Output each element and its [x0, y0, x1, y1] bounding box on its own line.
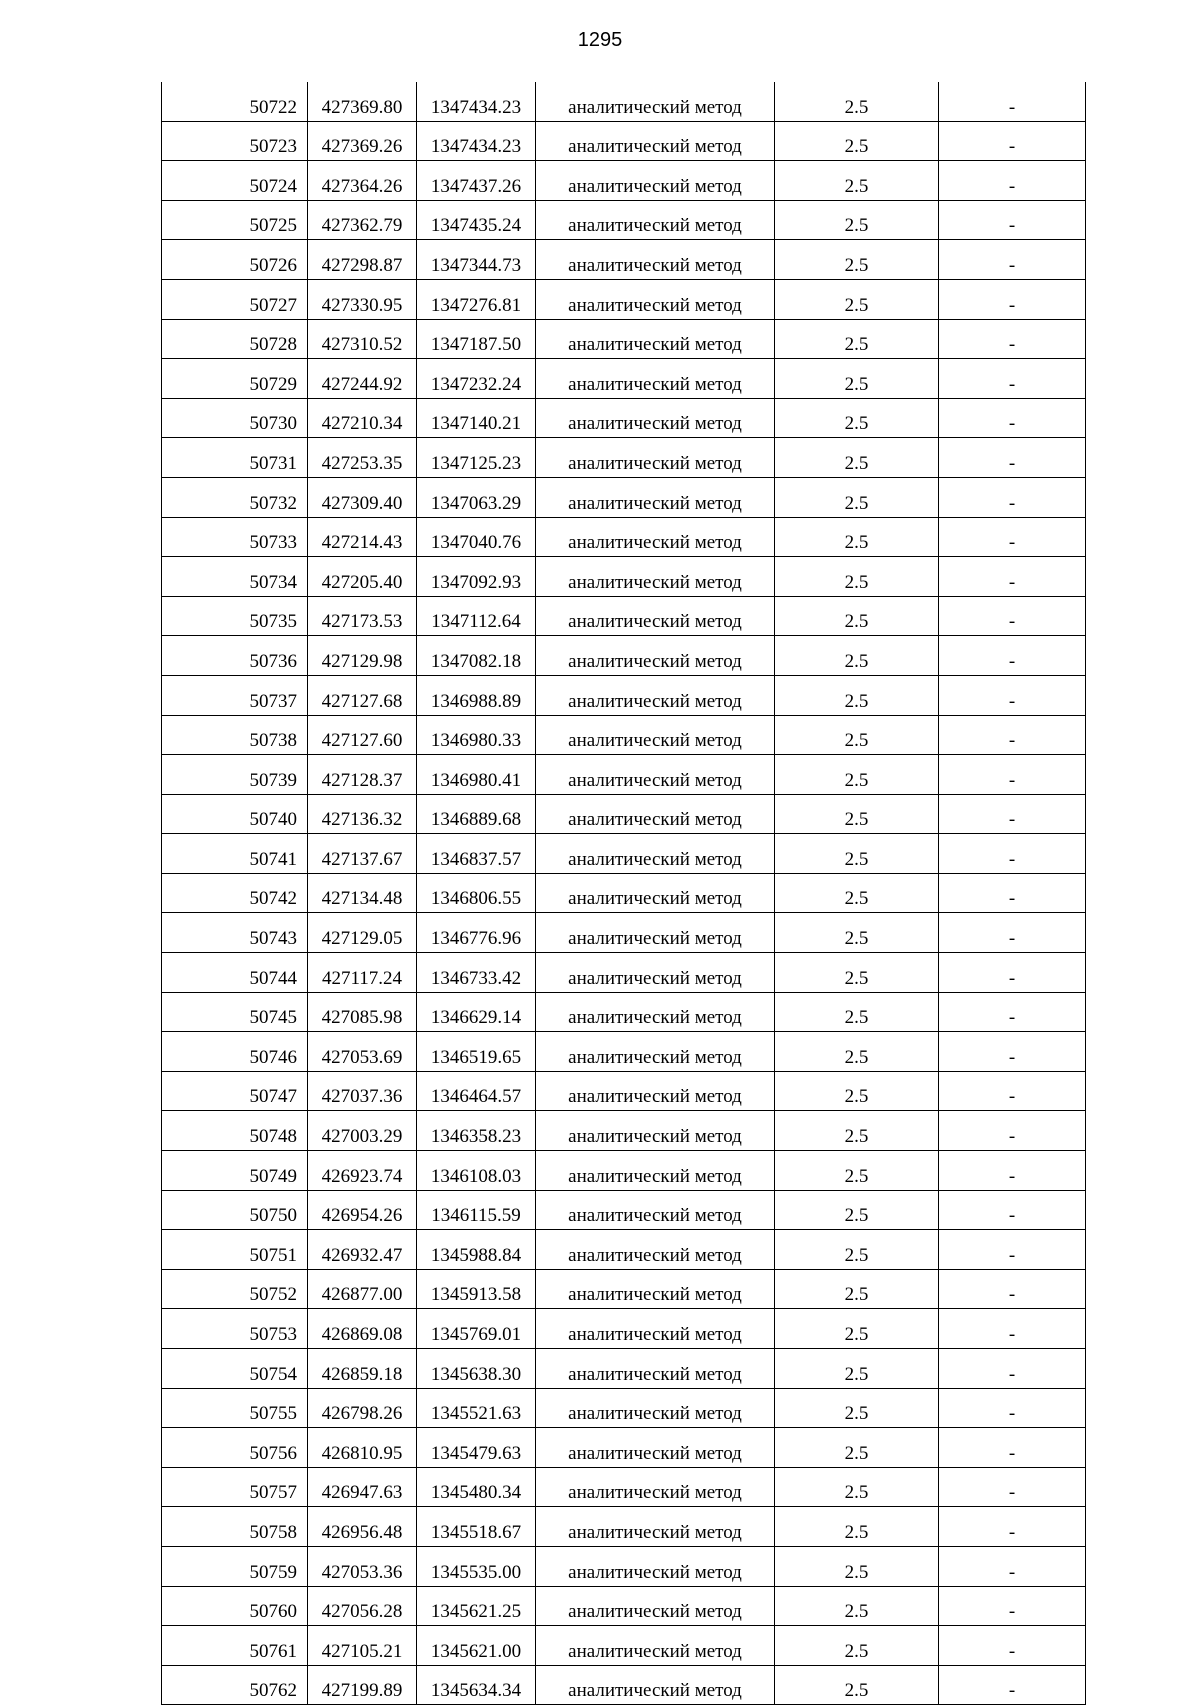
- note-cell: -: [939, 477, 1086, 517]
- note-cell: -: [939, 992, 1086, 1032]
- y-coordinate-cell: 1346889.68: [417, 794, 536, 834]
- precision-cell: 2.5: [775, 1586, 939, 1626]
- table-row: [162, 1032, 1086, 1072]
- method-cell: аналитический метод: [536, 438, 775, 478]
- table-row: [162, 755, 1086, 795]
- y-coordinate-cell: 1345769.01: [417, 1309, 536, 1349]
- table-row: [162, 1626, 1086, 1666]
- y-coordinate-cell: 1345480.34: [417, 1467, 536, 1507]
- point-number-cell: 50724: [162, 161, 308, 201]
- table-row: [162, 596, 1086, 636]
- precision-cell: 2.5: [775, 319, 939, 359]
- point-number-cell: 50746: [162, 1032, 308, 1072]
- y-coordinate-cell: 1345634.34: [417, 1665, 536, 1705]
- method-cell: аналитический метод: [536, 1586, 775, 1626]
- table-row: [162, 359, 1086, 399]
- y-coordinate-cell: 1345621.25: [417, 1586, 536, 1626]
- table-row: [162, 636, 1086, 676]
- point-number-cell: 50728: [162, 319, 308, 359]
- point-number-cell: 50725: [162, 200, 308, 240]
- point-number-cell: 50742: [162, 873, 308, 913]
- table-row: [162, 557, 1086, 597]
- x-coordinate-cell: 427214.43: [308, 517, 417, 557]
- note-cell: -: [939, 873, 1086, 913]
- table-row: [162, 1428, 1086, 1468]
- method-cell: аналитический метод: [536, 1032, 775, 1072]
- table-row: [162, 477, 1086, 517]
- x-coordinate-cell: 427309.40: [308, 477, 417, 517]
- point-number-cell: 50748: [162, 1111, 308, 1151]
- x-coordinate-cell: 426810.95: [308, 1428, 417, 1468]
- table-row: [162, 1349, 1086, 1389]
- precision-cell: 2.5: [775, 1467, 939, 1507]
- x-coordinate-cell: 427136.32: [308, 794, 417, 834]
- method-cell: аналитический метод: [536, 1309, 775, 1349]
- table-row: [162, 1269, 1086, 1309]
- note-cell: -: [939, 1269, 1086, 1309]
- note-cell: -: [939, 82, 1086, 121]
- note-cell: -: [939, 755, 1086, 795]
- note-cell: -: [939, 1151, 1086, 1191]
- table-row: [162, 1388, 1086, 1428]
- note-cell: -: [939, 161, 1086, 201]
- note-cell: -: [939, 715, 1086, 755]
- x-coordinate-cell: 427105.21: [308, 1626, 417, 1666]
- precision-cell: 2.5: [775, 1309, 939, 1349]
- note-cell: -: [939, 279, 1086, 319]
- precision-cell: 2.5: [775, 755, 939, 795]
- method-cell: аналитический метод: [536, 636, 775, 676]
- point-number-cell: 50744: [162, 953, 308, 993]
- point-number-cell: 50722: [162, 82, 308, 121]
- point-number-cell: 50740: [162, 794, 308, 834]
- note-cell: -: [939, 1349, 1086, 1389]
- y-coordinate-cell: 1347437.26: [417, 161, 536, 201]
- point-number-cell: 50750: [162, 1190, 308, 1230]
- method-cell: аналитический метод: [536, 1071, 775, 1111]
- y-coordinate-cell: 1347092.93: [417, 557, 536, 597]
- x-coordinate-cell: 427330.95: [308, 279, 417, 319]
- table-row: [162, 1665, 1086, 1705]
- y-coordinate-cell: 1345535.00: [417, 1546, 536, 1586]
- x-coordinate-cell: 427053.36: [308, 1546, 417, 1586]
- y-coordinate-cell: 1346108.03: [417, 1151, 536, 1191]
- x-coordinate-cell: 426932.47: [308, 1230, 417, 1270]
- precision-cell: 2.5: [775, 200, 939, 240]
- point-number-cell: 50751: [162, 1230, 308, 1270]
- method-cell: аналитический метод: [536, 398, 775, 438]
- method-cell: аналитический метод: [536, 755, 775, 795]
- method-cell: аналитический метод: [536, 1428, 775, 1468]
- method-cell: аналитический метод: [536, 1349, 775, 1389]
- method-cell: аналитический метод: [536, 200, 775, 240]
- y-coordinate-cell: 1346464.57: [417, 1071, 536, 1111]
- table-row: [162, 913, 1086, 953]
- point-number-cell: 50730: [162, 398, 308, 438]
- precision-cell: 2.5: [775, 873, 939, 913]
- precision-cell: 2.5: [775, 398, 939, 438]
- note-cell: -: [939, 1546, 1086, 1586]
- method-cell: аналитический метод: [536, 477, 775, 517]
- table-row: [162, 873, 1086, 913]
- note-cell: -: [939, 200, 1086, 240]
- table-row: [162, 1467, 1086, 1507]
- precision-cell: 2.5: [775, 675, 939, 715]
- note-cell: -: [939, 398, 1086, 438]
- table-row: [162, 438, 1086, 478]
- method-cell: аналитический метод: [536, 1230, 775, 1270]
- method-cell: аналитический метод: [536, 82, 775, 121]
- method-cell: аналитический метод: [536, 121, 775, 161]
- point-number-cell: 50732: [162, 477, 308, 517]
- note-cell: -: [939, 596, 1086, 636]
- method-cell: аналитический метод: [536, 1269, 775, 1309]
- point-number-cell: 50738: [162, 715, 308, 755]
- table-row: [162, 1230, 1086, 1270]
- x-coordinate-cell: 427205.40: [308, 557, 417, 597]
- note-cell: -: [939, 1190, 1086, 1230]
- table-row: [162, 1071, 1086, 1111]
- precision-cell: 2.5: [775, 359, 939, 399]
- y-coordinate-cell: 1345521.63: [417, 1388, 536, 1428]
- method-cell: аналитический метод: [536, 913, 775, 953]
- method-cell: аналитический метод: [536, 557, 775, 597]
- precision-cell: 2.5: [775, 992, 939, 1032]
- method-cell: аналитический метод: [536, 319, 775, 359]
- note-cell: -: [939, 953, 1086, 993]
- table-row: [162, 675, 1086, 715]
- x-coordinate-cell: 427128.37: [308, 755, 417, 795]
- y-coordinate-cell: 1347435.24: [417, 200, 536, 240]
- x-coordinate-cell: 427129.98: [308, 636, 417, 676]
- point-number-cell: 50734: [162, 557, 308, 597]
- table-row: [162, 715, 1086, 755]
- table-row: [162, 161, 1086, 201]
- point-number-cell: 50756: [162, 1428, 308, 1468]
- point-number-cell: 50755: [162, 1388, 308, 1428]
- table-row: [162, 1309, 1086, 1349]
- y-coordinate-cell: 1345621.00: [417, 1626, 536, 1666]
- x-coordinate-cell: 427127.68: [308, 675, 417, 715]
- table-row: [162, 794, 1086, 834]
- precision-cell: 2.5: [775, 1546, 939, 1586]
- note-cell: -: [939, 359, 1086, 399]
- precision-cell: 2.5: [775, 438, 939, 478]
- y-coordinate-cell: 1346733.42: [417, 953, 536, 993]
- note-cell: -: [939, 1032, 1086, 1072]
- x-coordinate-cell: 427362.79: [308, 200, 417, 240]
- note-cell: -: [939, 438, 1086, 478]
- method-cell: аналитический метод: [536, 1388, 775, 1428]
- method-cell: аналитический метод: [536, 1467, 775, 1507]
- y-coordinate-cell: 1347434.23: [417, 82, 536, 121]
- x-coordinate-cell: 427369.80: [308, 82, 417, 121]
- point-number-cell: 50762: [162, 1665, 308, 1705]
- method-cell: аналитический метод: [536, 596, 775, 636]
- y-coordinate-cell: 1346358.23: [417, 1111, 536, 1151]
- precision-cell: 2.5: [775, 1349, 939, 1389]
- coordinates-table: [161, 82, 1086, 1705]
- page-number: 1295: [577, 29, 623, 51]
- table-row: [162, 398, 1086, 438]
- method-cell: аналитический метод: [536, 1111, 775, 1151]
- x-coordinate-cell: 427244.92: [308, 359, 417, 399]
- y-coordinate-cell: 1345913.58: [417, 1269, 536, 1309]
- note-cell: -: [939, 913, 1086, 953]
- table-body: [162, 82, 1086, 1705]
- y-coordinate-cell: 1347140.21: [417, 398, 536, 438]
- y-coordinate-cell: 1346837.57: [417, 834, 536, 874]
- precision-cell: 2.5: [775, 596, 939, 636]
- note-cell: -: [939, 675, 1086, 715]
- table-row: [162, 279, 1086, 319]
- note-cell: -: [939, 794, 1086, 834]
- precision-cell: 2.5: [775, 240, 939, 280]
- x-coordinate-cell: 427364.26: [308, 161, 417, 201]
- point-number-cell: 50760: [162, 1586, 308, 1626]
- table-row: [162, 834, 1086, 874]
- method-cell: аналитический метод: [536, 161, 775, 201]
- precision-cell: 2.5: [775, 1507, 939, 1547]
- table-row: [162, 517, 1086, 557]
- method-cell: аналитический метод: [536, 675, 775, 715]
- point-number-cell: 50743: [162, 913, 308, 953]
- y-coordinate-cell: 1346776.96: [417, 913, 536, 953]
- y-coordinate-cell: 1345638.30: [417, 1349, 536, 1389]
- x-coordinate-cell: 427173.53: [308, 596, 417, 636]
- point-number-cell: 50737: [162, 675, 308, 715]
- point-number-cell: 50752: [162, 1269, 308, 1309]
- point-number-cell: 50735: [162, 596, 308, 636]
- table-row: [162, 200, 1086, 240]
- precision-cell: 2.5: [775, 1428, 939, 1468]
- x-coordinate-cell: 426956.48: [308, 1507, 417, 1547]
- point-number-cell: 50749: [162, 1151, 308, 1191]
- x-coordinate-cell: 427298.87: [308, 240, 417, 280]
- precision-cell: 2.5: [775, 1626, 939, 1666]
- y-coordinate-cell: 1347112.64: [417, 596, 536, 636]
- note-cell: -: [939, 1230, 1086, 1270]
- x-coordinate-cell: 427210.34: [308, 398, 417, 438]
- point-number-cell: 50726: [162, 240, 308, 280]
- precision-cell: 2.5: [775, 82, 939, 121]
- x-coordinate-cell: 427003.29: [308, 1111, 417, 1151]
- x-coordinate-cell: 427369.26: [308, 121, 417, 161]
- y-coordinate-cell: 1347082.18: [417, 636, 536, 676]
- precision-cell: 2.5: [775, 715, 939, 755]
- precision-cell: 2.5: [775, 953, 939, 993]
- note-cell: -: [939, 121, 1086, 161]
- note-cell: -: [939, 1428, 1086, 1468]
- method-cell: аналитический метод: [536, 1151, 775, 1191]
- method-cell: аналитический метод: [536, 873, 775, 913]
- x-coordinate-cell: 426877.00: [308, 1269, 417, 1309]
- x-coordinate-cell: 427117.24: [308, 953, 417, 993]
- note-cell: -: [939, 557, 1086, 597]
- x-coordinate-cell: 427085.98: [308, 992, 417, 1032]
- note-cell: -: [939, 1665, 1086, 1705]
- precision-cell: 2.5: [775, 1190, 939, 1230]
- method-cell: аналитический метод: [536, 1546, 775, 1586]
- precision-cell: 2.5: [775, 517, 939, 557]
- precision-cell: 2.5: [775, 794, 939, 834]
- note-cell: -: [939, 319, 1086, 359]
- x-coordinate-cell: 427134.48: [308, 873, 417, 913]
- method-cell: аналитический метод: [536, 1507, 775, 1547]
- table-row: [162, 1151, 1086, 1191]
- point-number-cell: 50741: [162, 834, 308, 874]
- x-coordinate-cell: 426954.26: [308, 1190, 417, 1230]
- point-number-cell: 50761: [162, 1626, 308, 1666]
- y-coordinate-cell: 1345518.67: [417, 1507, 536, 1547]
- precision-cell: 2.5: [775, 1269, 939, 1309]
- precision-cell: 2.5: [775, 636, 939, 676]
- table-row: [162, 1190, 1086, 1230]
- precision-cell: 2.5: [775, 913, 939, 953]
- point-number-cell: 50736: [162, 636, 308, 676]
- method-cell: аналитический метод: [536, 992, 775, 1032]
- note-cell: -: [939, 1467, 1086, 1507]
- precision-cell: 2.5: [775, 557, 939, 597]
- method-cell: аналитический метод: [536, 279, 775, 319]
- note-cell: -: [939, 1111, 1086, 1151]
- point-number-cell: 50731: [162, 438, 308, 478]
- note-cell: -: [939, 1507, 1086, 1547]
- x-coordinate-cell: 427253.35: [308, 438, 417, 478]
- point-number-cell: 50745: [162, 992, 308, 1032]
- y-coordinate-cell: 1346629.14: [417, 992, 536, 1032]
- y-coordinate-cell: 1346980.33: [417, 715, 536, 755]
- table-row: [162, 1111, 1086, 1151]
- table-row: [162, 992, 1086, 1032]
- y-coordinate-cell: 1347232.24: [417, 359, 536, 399]
- y-coordinate-cell: 1346988.89: [417, 675, 536, 715]
- x-coordinate-cell: 426859.18: [308, 1349, 417, 1389]
- x-coordinate-cell: 426923.74: [308, 1151, 417, 1191]
- y-coordinate-cell: 1346980.41: [417, 755, 536, 795]
- point-number-cell: 50757: [162, 1467, 308, 1507]
- precision-cell: 2.5: [775, 1388, 939, 1428]
- x-coordinate-cell: 426947.63: [308, 1467, 417, 1507]
- table-row: [162, 121, 1086, 161]
- note-cell: -: [939, 636, 1086, 676]
- y-coordinate-cell: 1347040.76: [417, 517, 536, 557]
- point-number-cell: 50747: [162, 1071, 308, 1111]
- table-row: [162, 82, 1086, 121]
- precision-cell: 2.5: [775, 279, 939, 319]
- method-cell: аналитический метод: [536, 715, 775, 755]
- method-cell: аналитический метод: [536, 517, 775, 557]
- point-number-cell: 50729: [162, 359, 308, 399]
- note-cell: -: [939, 1309, 1086, 1349]
- method-cell: аналитический метод: [536, 834, 775, 874]
- note-cell: -: [939, 517, 1086, 557]
- method-cell: аналитический метод: [536, 359, 775, 399]
- y-coordinate-cell: 1347434.23: [417, 121, 536, 161]
- y-coordinate-cell: 1347125.23: [417, 438, 536, 478]
- precision-cell: 2.5: [775, 477, 939, 517]
- x-coordinate-cell: 427199.89: [308, 1665, 417, 1705]
- precision-cell: 2.5: [775, 1665, 939, 1705]
- point-number-cell: 50733: [162, 517, 308, 557]
- note-cell: -: [939, 1388, 1086, 1428]
- table-row: [162, 1507, 1086, 1547]
- point-number-cell: 50739: [162, 755, 308, 795]
- point-number-cell: 50727: [162, 279, 308, 319]
- table-row: [162, 240, 1086, 280]
- x-coordinate-cell: 426869.08: [308, 1309, 417, 1349]
- x-coordinate-cell: 427129.05: [308, 913, 417, 953]
- precision-cell: 2.5: [775, 121, 939, 161]
- x-coordinate-cell: 427127.60: [308, 715, 417, 755]
- point-number-cell: 50758: [162, 1507, 308, 1547]
- y-coordinate-cell: 1346115.59: [417, 1190, 536, 1230]
- note-cell: -: [939, 1071, 1086, 1111]
- precision-cell: 2.5: [775, 834, 939, 874]
- point-number-cell: 50723: [162, 121, 308, 161]
- x-coordinate-cell: 427137.67: [308, 834, 417, 874]
- precision-cell: 2.5: [775, 1032, 939, 1072]
- y-coordinate-cell: 1347344.73: [417, 240, 536, 280]
- x-coordinate-cell: 426798.26: [308, 1388, 417, 1428]
- y-coordinate-cell: 1346519.65: [417, 1032, 536, 1072]
- note-cell: -: [939, 1586, 1086, 1626]
- table-row: [162, 319, 1086, 359]
- x-coordinate-cell: 427056.28: [308, 1586, 417, 1626]
- table-row: [162, 953, 1086, 993]
- table-row: [162, 1546, 1086, 1586]
- table-row: [162, 1586, 1086, 1626]
- point-number-cell: 50754: [162, 1349, 308, 1389]
- y-coordinate-cell: 1347276.81: [417, 279, 536, 319]
- method-cell: аналитический метод: [536, 1190, 775, 1230]
- method-cell: аналитический метод: [536, 953, 775, 993]
- precision-cell: 2.5: [775, 1071, 939, 1111]
- precision-cell: 2.5: [775, 1151, 939, 1191]
- y-coordinate-cell: 1347187.50: [417, 319, 536, 359]
- note-cell: -: [939, 1626, 1086, 1666]
- precision-cell: 2.5: [775, 1230, 939, 1270]
- y-coordinate-cell: 1347063.29: [417, 477, 536, 517]
- y-coordinate-cell: 1345988.84: [417, 1230, 536, 1270]
- note-cell: -: [939, 834, 1086, 874]
- precision-cell: 2.5: [775, 1111, 939, 1151]
- method-cell: аналитический метод: [536, 1626, 775, 1666]
- y-coordinate-cell: 1346806.55: [417, 873, 536, 913]
- note-cell: -: [939, 240, 1086, 280]
- point-number-cell: 50753: [162, 1309, 308, 1349]
- method-cell: аналитический метод: [536, 240, 775, 280]
- method-cell: аналитический метод: [536, 1665, 775, 1705]
- x-coordinate-cell: 427310.52: [308, 319, 417, 359]
- precision-cell: 2.5: [775, 161, 939, 201]
- x-coordinate-cell: 427053.69: [308, 1032, 417, 1072]
- x-coordinate-cell: 427037.36: [308, 1071, 417, 1111]
- y-coordinate-cell: 1345479.63: [417, 1428, 536, 1468]
- method-cell: аналитический метод: [536, 794, 775, 834]
- point-number-cell: 50759: [162, 1546, 308, 1586]
